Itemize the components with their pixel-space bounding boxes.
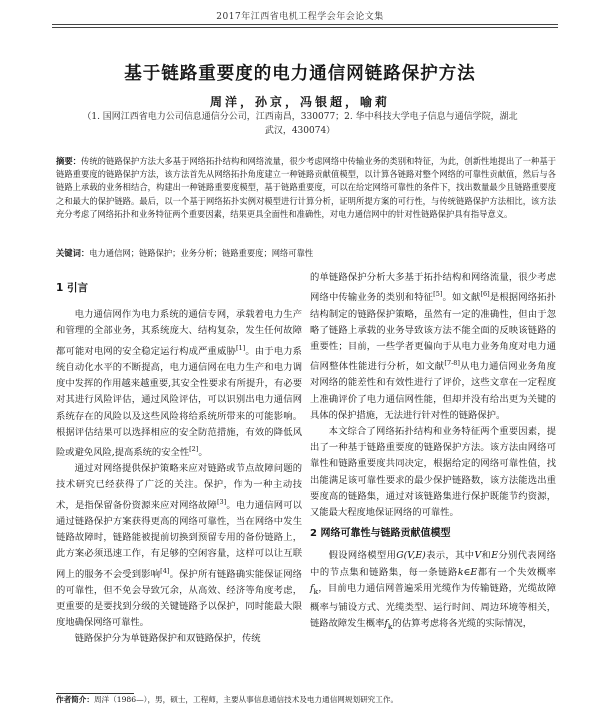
keywords-label: 关键词： — [56, 248, 90, 258]
math-node-set: V — [474, 550, 482, 562]
math-graph: G(V,E) — [396, 550, 426, 562]
section-heading-introduction: 1 引言 — [56, 282, 88, 294]
intro-paragraph-2: 通过对网络提供保护策略来应对链路或节点故障问题的技术研究已经获得了广泛的关注。保护，作为一种主动技术，是指保留备份资源来应对网络故障[3]。电力通信网可以通过链路保护方案获得更高的网络可靠性，当在网络中发生链路故障时，链路能被提前切换到预留专用的备份链路上，此方案必须迅速工作，有足够的空闲容量，这样可以让互联网上的服务不会受到影响[4]。保护所有链路确实能保证网络的可靠性，但不免会导致冗余，从高效、经济等角度考虑，更重要的是要找到分级的关键链路予以保护，同时能最大限度地确保网络可靠性。 — [56, 463, 302, 629]
math-failure-prob: f — [310, 582, 314, 594]
running-header: 2017年江西省电机工程学会年会论文集 — [216, 12, 384, 22]
citation: [5] — [433, 290, 443, 299]
paper-authors: 周洋，孙京，冯银超，喻莉 — [209, 95, 390, 109]
citation: [7-8] — [444, 359, 460, 368]
abstract — [56, 155, 556, 221]
citation: [2] — [189, 444, 199, 453]
paper-affiliation: （1. 国网江西省电力公司信息通信分公司，江西南昌，330077；2. 华中科技大学电子信息与通信学院，湖北武汉，430074） — [82, 112, 518, 136]
footnote-text: 周洋（1986—），男，硕士，工程师，主要从事信息通信技术及电力通信网规划研究工作。 — [93, 695, 399, 704]
paper-title: 基于链路重要度的电力通信网链路保护方法 — [124, 64, 476, 84]
author-footnote — [56, 695, 399, 705]
keywords-text: 电力通信网；链路保护；业务分析；链路重要度；网络可靠性 — [89, 248, 314, 258]
footnote-label: 作者简介： — [56, 695, 94, 704]
right-column — [310, 270, 556, 635]
left-column — [56, 270, 302, 648]
model-paragraph-1: 假设网络模型用G(V,E)表示，其中V和E分别代表网络中的节点集和链路集，每一条链路k∈E都有一个失效概率$f_k$，目前电力通信网普遍采用光缆作为传输链路，光缆故障概率与铺设方式、光缆类型、运行时间、周边环境等相关，链路故障发生概率$f_k$的估算考虑将各光缆的实际情况， — [310, 550, 556, 631]
math-link-k: k∈E — [457, 566, 478, 578]
intro-paragraph-4: 的单链路保护分析大多基于拓扑结构和网络流量，很少考虑网络中传输业务的类别和特征[5]。如文献[6]是根据网络拓扑结构制定的链路保护策略，虽然有一定的准确性，但由于忽略了链路上承载的业务导致该方法不能全面的反映该链路的重要性；目前，一些学者更偏向于从电力业务角度对电力通信网整体性能进行分析，如文献[7-8]从电力通信网业务角度对网络的能差性和有效性进行了评价，这些文章在一定程度上准确评价了电力通信网性能，但却并没有给出更为关键的具体的保护措施，无法进行针对性的链路保护。 — [310, 272, 556, 421]
header-rule-bottom — [52, 27, 558, 28]
citation: [3] — [217, 497, 227, 506]
keywords — [56, 247, 556, 260]
intro-paragraph-3: 链路保护分为单链路保护和双链路保护，传统 — [74, 633, 261, 645]
citation: [4] — [160, 566, 170, 575]
header-rule-top — [52, 24, 558, 25]
citation: [1] — [235, 343, 246, 352]
math-link-set: E — [491, 550, 498, 562]
section-heading-network-model: 2 网络可靠性与链路贡献值模型 — [310, 528, 451, 540]
math-failure-prob: f — [384, 618, 388, 630]
intro-paragraph-5: 本文综合了网络拓扑结构和业务特征两个重要因素，提出了一种基于链路重要度的链路保护方法。该方法由网络可靠性和链路重要度共同决定，根据给定的网络可靠性值，找出能满足该可靠性要求的最少保护链路数，该方法能选出重要度高的链路集，通过对该链路集进行保护既能节约资源，又能最大程度地保证网络的可靠性。 — [310, 426, 556, 519]
footnote-rule — [56, 693, 134, 694]
intro-paragraph-1: 电力通信网作为电力系统的通信专网，承载着电力生产和管理的全部业务，其系统庞大、结构复杂，发生任何故障都可能对电网的安全稳定运行构成严重威胁[1]。由于电力系统自动化水平的不断提高，电力通信网在电力生产和电力调度中发挥的作用越来越重要,其安全性要求有所提升，有必要对其进行风险评估，通过风险评估，可以识别出电力通信网系统存在的风险以及这些风险将给系统所带来的可能影响。根据评估结果可以选择相应的安全防范措施，有效的降低风险或避免风险,提高系统的安全性[2]。 — [56, 309, 302, 459]
citation: [6] — [480, 290, 490, 299]
abstract-text: 传统的链路保护方法大多基于网络拓扑结构和网络流量，很少考虑网络中传输业务的类别和特征，为此，创新性地提出了一种基于链路重要度的链路保护方法，该方法首先从网络拓扑角度建立一种链路贡献值模型，以计算各链路对整个网络的可靠性贡献值，然后与各链路上承载的业务相结合，构建出一种链路重要度模型，基于链路重要度，可以在给定网络可靠性的条件下，找出数量最少且链路重要度之和最大的保护链路。最后，以一个基于网络拓扑实例对模型进行计算分析，证明所提方案的可行性，与传统链路保护方法相比，该方法充分考虑了网络拓扑和业务特征两个重要因素，结果更具全面性和准确性，对电力通信网中的针对性链路保护具有指导意义。 — [56, 156, 556, 219]
abstract-label: 摘要： — [56, 156, 82, 166]
